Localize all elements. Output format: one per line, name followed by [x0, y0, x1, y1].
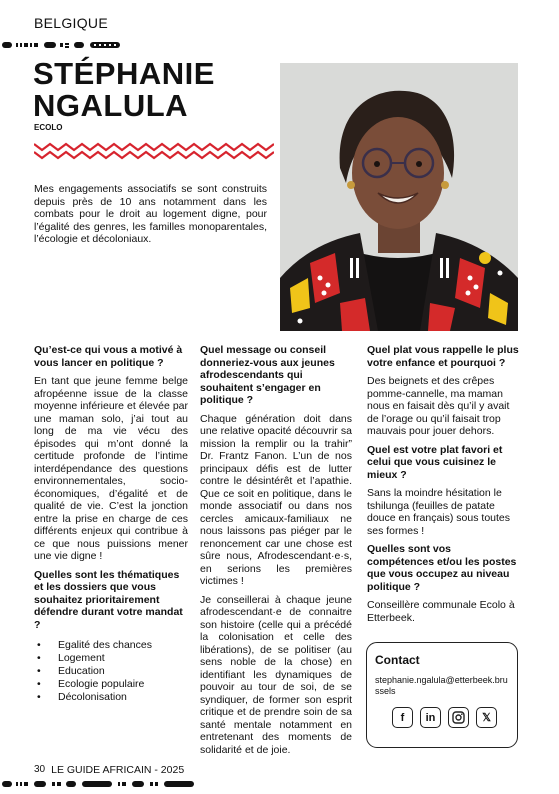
contact-email[interactable]: stephanie.ngalula@etterbeek.brussels: [375, 675, 508, 696]
x-icon[interactable]: 𝕏: [476, 707, 497, 728]
answer-advice-1: Chaque génération doit dans une relative opacité découvrir sa mission la remplir ou la trahir” Dr. Frantz Fanon. L’un de nos principaux défis est de lutter contre le désintérêt et l’apathie. Que ce soit en politique, dans le monde associatif ou dans nos cercles amicaux-familiaux ne nous laissons pas piéger par le renoncement car une chose est sûre nous, Afrodescendant·e·s, en serions les premières victimes !: [200, 412, 352, 587]
tribal-pattern-top: [2, 40, 122, 50]
answer-childhood-dish: Des beignets et des crêpes pomme-cannelle, ma maman nous en faisait dès qu’il y avait de l’orage ou qu’il faisait trop mauvais pour jouer dehors.: [367, 375, 510, 437]
answer-advice-2: Je conseillerai à chaque jeune afrodescendant·e de connaitre son histoire (celle qui a précédé la colonisation et celle des libérations), de se politiser (au sens noble de la chose) en identifiant les dynamiques de pouvoir au tour de soi, de se syndiquer, de former son esprit critique et de prendre soin de sa santé mentale notamment en entretenant des moments de solidarité et de joie.: [200, 593, 352, 756]
list-item: • Décolonisation: [37, 691, 127, 703]
question-motivation: Qu’est-ce qui vous a motivé à vous lancer en politique ?: [34, 344, 183, 369]
list-item: • Ecologie populaire: [37, 678, 145, 690]
publication-title: LE GUIDE AFRICAIN - 2025: [51, 764, 185, 776]
list-item: • Egalité des chances: [37, 639, 152, 651]
linkedin-icon[interactable]: in: [420, 707, 441, 728]
contact-box: [366, 642, 518, 748]
name-first: STÉPHANIE: [33, 56, 215, 91]
priority-topics-list: [34, 639, 188, 704]
column-right: [367, 344, 520, 630]
answer-favorite-dish: Sans la moindre hésitation le tshilunga (feuilles de patate douce en français) sous toutes ses formes !: [367, 487, 511, 537]
red-zigzag-band: [34, 140, 274, 160]
portrait-photo: [280, 63, 518, 331]
column-left: [34, 344, 188, 704]
question-priorities: Quelles sont les thématiques et les dossiers que vous souhaitez prioritairement défendre durant votre mandat ?: [34, 568, 183, 631]
tribal-pattern-bottom: [2, 779, 202, 789]
person-name: [33, 58, 215, 122]
page-footer: [34, 764, 184, 776]
intro-text: Mes engagements associatifs se sont construits depuis près de 10 ans notamment dans les combats pour le droit au logement digne, pour l’égalité des genres, les familles monoparentales, l’écologie et décoloniaux.: [34, 183, 267, 245]
question-childhood-dish: Quel plat vous rappelle le plus votre enfance et pourquoi ?: [367, 344, 519, 369]
answer-competences: Conseillère communale Ecolo à Etterbeek.: [367, 599, 515, 624]
contact-title: Contact: [375, 653, 420, 667]
question-advice: Quel message ou conseil donneriez-vous aux jeunes afrodescendants qui souhaitent s’engager en politique ?: [200, 344, 335, 406]
question-competences: Quelles sont vos compétences et/ou les postes que vous occupez au niveau politique ?: [367, 543, 517, 593]
instagram-icon[interactable]: [448, 707, 469, 728]
social-links: [392, 707, 509, 728]
column-middle: [200, 344, 352, 762]
list-item: • Education: [37, 665, 105, 677]
page-number: 30: [34, 764, 46, 775]
party-label: ECOLO: [34, 123, 63, 132]
facebook-icon[interactable]: f: [392, 707, 413, 728]
country-label: BELGIQUE: [34, 15, 108, 31]
list-item: • Logement: [37, 652, 105, 664]
question-favorite-dish: Quel est votre plat favori et celui que vous cuisinez le mieux ?: [367, 443, 503, 481]
answer-motivation: En tant que jeune femme belge afropéenne issue de la classe moyenne inférieure et élevée par une maman solo, j’ai tout au long de ma vie vécu des épisodes qui m’ont donné la certitude profonde de l’intime interdépendance des questions environnementales, socio-économiques, d’égalité et de qualité de vie. C’est la jonction entre la prise en charge de ces différents enjeux qui contribue à ce que nous puissions mener une vie digne !: [34, 375, 188, 562]
name-last: NGALULA: [33, 88, 189, 123]
